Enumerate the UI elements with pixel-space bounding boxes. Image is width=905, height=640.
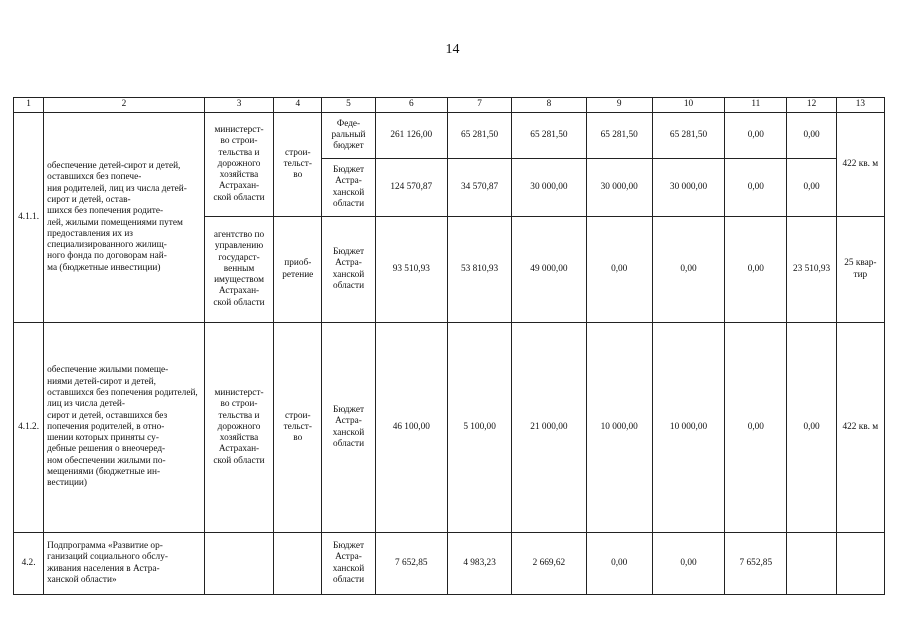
header-col-4: 4 <box>274 98 322 113</box>
header-col-13: 13 <box>836 98 884 113</box>
value-cell: 0,00 <box>787 159 836 217</box>
value-cell: 2 669,62 <box>512 533 586 595</box>
purpose-cell: строи- тельст- во <box>274 113 322 217</box>
funding-source: Феде- ральный бюджет <box>322 113 375 159</box>
value-cell: 4 983,23 <box>447 533 511 595</box>
header-col-3: 3 <box>204 98 273 113</box>
value-cell: 21 000,00 <box>512 323 586 533</box>
value-cell <box>787 533 836 595</box>
value-cell: 7 652,85 <box>375 533 447 595</box>
table-row <box>14 533 885 595</box>
value-cell: 10 000,00 <box>586 323 652 533</box>
value-cell: 10 000,00 <box>652 323 724 533</box>
value-cell: 261 126,00 <box>375 113 447 159</box>
value-cell: 0,00 <box>586 533 652 595</box>
purpose-cell: приоб- ретение <box>274 217 322 323</box>
value-cell: 65 281,50 <box>652 113 724 159</box>
value-cell: 0,00 <box>725 323 787 533</box>
budget-table <box>13 97 885 595</box>
value-cell: 0,00 <box>787 113 836 159</box>
executor-cell: министерст- во строи- тельства и дорожного хозяйства Астрахан- ской области <box>204 323 273 533</box>
header-col-9: 9 <box>586 98 652 113</box>
row-code: 4.2. <box>14 533 44 595</box>
funding-source: Бюджет Астра- ханской области <box>322 533 375 595</box>
executor-cell: агентство по управлению государст- венным имуществом Астрахан- ской области <box>204 217 273 323</box>
header-col-5: 5 <box>322 98 375 113</box>
result-cell <box>836 533 884 595</box>
header-col-11: 11 <box>725 98 787 113</box>
value-cell: 46 100,00 <box>375 323 447 533</box>
row-description: обеспечение детей-сирот и детей, оставшихся без попече- ния родителей, лиц из числа детей-сирот и детей, остав- шихся без попечения родите- лей, жилыми помещениями путем предоставления их из специализированного жилищ- ного фонда по договорам най- ма (бюджетные инвестиции) <box>44 113 205 323</box>
row-description: Подпрограмма «Развитие ор- ганизаций социального обслу- живания населения в Астра- ханской области» <box>44 533 205 595</box>
header-col-7: 7 <box>447 98 511 113</box>
table-row <box>14 113 885 159</box>
value-cell: 0,00 <box>652 217 724 323</box>
result-cell: 25 квар- тир <box>836 217 884 323</box>
value-cell: 5 100,00 <box>447 323 511 533</box>
header-col-8: 8 <box>512 98 586 113</box>
funding-source: Бюджет Астра- ханской области <box>322 217 375 323</box>
value-cell: 0,00 <box>787 323 836 533</box>
row-code: 4.1.2. <box>14 323 44 533</box>
table-row <box>14 323 885 533</box>
value-cell: 30 000,00 <box>652 159 724 217</box>
header-col-2: 2 <box>44 98 205 113</box>
executor-cell: министерст- во строи- тельства и дорожного хозяйства Астрахан- ской области <box>204 113 273 217</box>
purpose-cell <box>274 533 322 595</box>
funding-source: Бюджет Астра- ханской области <box>322 159 375 217</box>
value-cell: 30 000,00 <box>586 159 652 217</box>
page-number: 14 <box>445 42 460 57</box>
value-cell: 124 570,87 <box>375 159 447 217</box>
value-cell: 65 281,50 <box>586 113 652 159</box>
value-cell: 0,00 <box>725 159 787 217</box>
header-col-12: 12 <box>787 98 836 113</box>
header-row <box>14 98 885 113</box>
value-cell: 23 510,93 <box>787 217 836 323</box>
value-cell: 7 652,85 <box>725 533 787 595</box>
row-description: обеспечение жилыми помеще- ниями детей-сирот и детей, оставшихся без попечения родителей, лиц из числа детей- сирот и детей, оставшихся без попечения родителей, в отно- шении которых приняты су- дебные решения о внеочеред- ном обеспечении жилыми по- мещениями (бюджетные ин- вестиции) <box>44 323 205 533</box>
header-col-1: 1 <box>14 98 44 113</box>
value-cell: 34 570,87 <box>447 159 511 217</box>
funding-source: Бюджет Астра- ханской области <box>322 323 375 533</box>
value-cell: 49 000,00 <box>512 217 586 323</box>
value-cell: 0,00 <box>725 217 787 323</box>
value-cell: 53 810,93 <box>447 217 511 323</box>
row-code: 4.1.1. <box>14 113 44 323</box>
value-cell: 30 000,00 <box>512 159 586 217</box>
value-cell: 0,00 <box>652 533 724 595</box>
header-col-6: 6 <box>375 98 447 113</box>
value-cell: 65 281,50 <box>447 113 511 159</box>
result-cell: 422 кв. м <box>836 323 884 533</box>
value-cell: 0,00 <box>586 217 652 323</box>
value-cell: 93 510,93 <box>375 217 447 323</box>
value-cell: 0,00 <box>725 113 787 159</box>
executor-cell <box>204 533 273 595</box>
header-col-10: 10 <box>652 98 724 113</box>
value-cell: 65 281,50 <box>512 113 586 159</box>
result-cell: 422 кв. м <box>836 113 884 217</box>
purpose-cell: строи- тельст- во <box>274 323 322 533</box>
